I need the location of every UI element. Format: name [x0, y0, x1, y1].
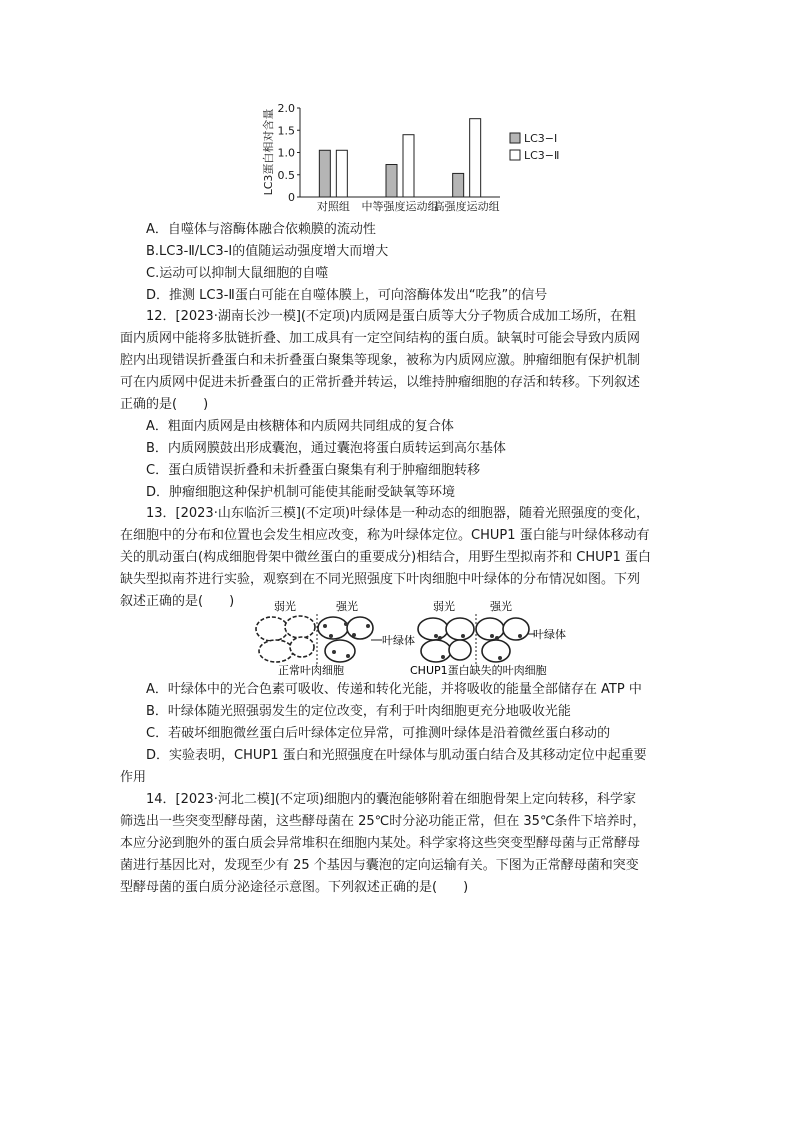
- q14-stem-line: 型酵母菌的蛋白质分泌途径示意图。下列叙述正确的是( ): [120, 880, 469, 895]
- q13-option-b: B．叶绿体随光照强弱发生的定位改变，有利于叶肉细胞更充分地吸收光能: [146, 704, 571, 719]
- y-tick-label: 1.0: [277, 146, 295, 160]
- q13-stem-line: 关的肌动蛋白(构成细胞骨架中微丝蛋白的重要成分)相结合，用野生型拟南芥和 CHUP1 蛋白: [120, 550, 651, 565]
- q12-stem-line: 可在内质网中促进未折叠蛋白的正常折叠并转运，以维持肿瘤细胞的存活和转移。下列叙述: [120, 375, 641, 390]
- caption-normal-cells: 正常叶肉细胞: [278, 664, 344, 677]
- lc3-chart-svg: [262, 100, 602, 220]
- y-tick-label: 0.5: [277, 168, 295, 182]
- bar-lc3-i: [453, 173, 464, 197]
- q12-option-d: D．肿瘤细胞这种保护机制可能使其能耐受缺氧等环境: [146, 485, 456, 500]
- q13-stem-line: 13．[2023·山东临沂三模](不定项)叶绿体是一种动态的细胞器，随着光照强度的变化，: [146, 506, 650, 521]
- q14-stem-line: 本应分泌到胞外的蛋白质会异常堆积在细胞内某处。科学家将这些突变型酵母菌与正常酵母: [120, 836, 641, 851]
- q12-stem-line: 面内质网中能将多肽链折叠、加工成具有一定空间结构的蛋白质。缺氧时可能会导致内质网: [120, 331, 641, 346]
- lc3-bar-chart: [262, 100, 602, 220]
- bar-lc3-ii: [470, 119, 481, 197]
- q12-option-c: C．蛋白质错误折叠和未折叠蛋白聚集有利于肿瘤细胞转移: [146, 463, 481, 478]
- y-tick-label: 0: [288, 191, 295, 204]
- y-tick-label: 2.0: [277, 102, 295, 115]
- x-category-label: 对照组: [316, 200, 350, 213]
- caption-mutant-cells: CHUP1蛋白缺失的叶肉细胞: [410, 664, 547, 677]
- legend-label: LC3−Ⅰ: [524, 132, 558, 145]
- normal-cells: [256, 616, 373, 662]
- label-chloroplast-left: 叶绿体: [382, 634, 415, 647]
- q13-stem-line: 缺失型拟南芥进行实验，观察到在不同光照强度下叶肉细胞中叶绿体的分布情况如图。下列: [120, 572, 641, 587]
- q12-stem-line: 正确的是( ): [120, 397, 209, 412]
- bar-lc3-i: [386, 165, 397, 197]
- chloroplast-figure-svg: [250, 596, 566, 678]
- q14-stem-line: 菌进行基因比对，发现至少有 25 个基因与囊泡的定向运输有关。下图为正常酵母菌和突变: [120, 858, 639, 873]
- y-tick-label: 1.5: [277, 124, 295, 138]
- q12-stem-line: 12．[2023·湖南长沙一模](不定项)内质网是蛋白质等大分子物质合成加工场所，在粗: [146, 309, 637, 324]
- q12-option-b: B．内质网膜鼓出形成囊泡，通过囊泡将蛋白质转运到高尔基体: [146, 441, 506, 456]
- q14-stem-line: 14．[2023·河北二模](不定项)细胞内的囊泡能够附着在细胞骨架上定向转移，科学家: [146, 792, 637, 807]
- legend-swatch: [510, 133, 520, 143]
- label-strong-light-left: 强光: [336, 600, 358, 613]
- mutant-cells: [418, 618, 529, 662]
- q13-option-d: D．实验表明，CHUP1 蛋白和光照强度在叶绿体与肌动蛋白结合及其移动定位中起重要: [146, 748, 647, 763]
- label-weak-light-left: 弱光: [274, 600, 296, 613]
- legend-swatch: [510, 150, 520, 160]
- q11-option-a: A．自噬体与溶酶体融合依赖膜的流动性: [146, 222, 376, 237]
- x-category-label: 中等强度运动组: [361, 200, 439, 213]
- label-strong-light-right: 强光: [490, 600, 512, 613]
- q12-option-a: A．粗面内质网是由核糖体和内质网共同组成的复合体: [146, 419, 454, 434]
- q13-option-d-cont: 作用: [120, 770, 147, 785]
- q13-option-c: C．若破坏细胞微丝蛋白后叶绿体定位异常，可推测叶绿体是沿着微丝蛋白移动的: [146, 726, 611, 741]
- label-weak-light-right: 弱光: [433, 600, 455, 613]
- q13-option-a: A．叶绿体中的光合色素可吸收、传递和转化光能，并将吸收的能量全部储存在 ATP 中: [146, 682, 642, 697]
- q11-option-c: C.运动可以抑制大鼠细胞的自噬: [146, 266, 329, 281]
- bar-lc3-ii: [403, 135, 414, 197]
- y-axis-label: LC3蛋白相对含量: [262, 108, 275, 196]
- q14-stem-line: 筛选出一些突变型酵母菌，这些酵母菌在 25℃时分泌功能正常，但在 35℃条件下培养时，: [120, 814, 646, 829]
- bar-lc3-ii: [336, 150, 347, 197]
- legend-label: LC3−Ⅱ: [524, 149, 560, 162]
- q11-option-d: D．推测 LC3-Ⅱ蛋白可能在自噬体膜上，可向溶酶体发出“吃我”的信号: [146, 288, 548, 303]
- q12-stem-line: 腔内出现错误折叠蛋白和未折叠蛋白聚集等现象，被称为内质网应激。肿瘤细胞有保护机制: [120, 353, 641, 368]
- q13-stem-line: 在细胞中的分布和位置也会发生相应改变，称为叶绿体定位。CHUP1 蛋白能与叶绿体移动有: [120, 528, 650, 543]
- chloroplast-figure: [250, 596, 566, 678]
- q13-stem-line: 叙述正确的是( ): [120, 594, 235, 609]
- label-chloroplast-right: 叶绿体: [533, 628, 566, 641]
- x-category-label: 高强度运动组: [433, 200, 500, 213]
- q11-option-b: B.LC3-Ⅱ/LC3-Ⅰ的值随运动强度增大而增大: [146, 244, 389, 259]
- bar-lc3-i: [319, 150, 330, 197]
